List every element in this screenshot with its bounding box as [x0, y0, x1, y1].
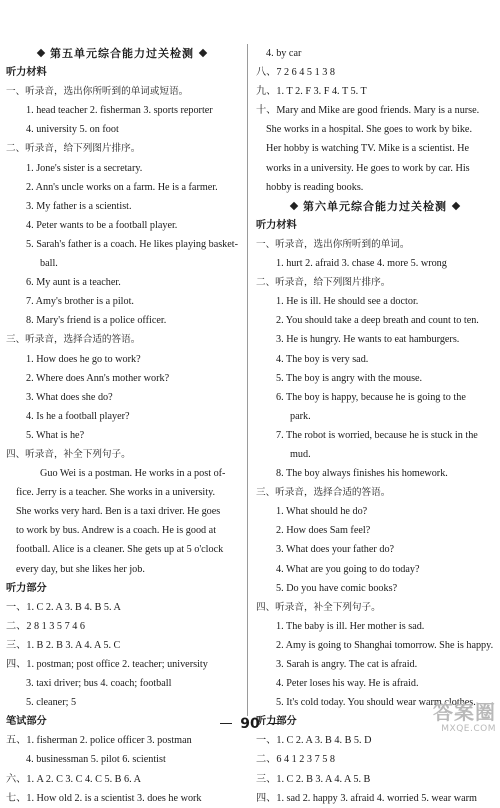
answer-line: 一、1. C 2. A 3. B 4. B 5. A — [6, 601, 121, 613]
section-title: 第六单元综合能力过关检测 — [256, 197, 494, 216]
answer-line: 一、1. C 2. A 3. B 4. B 5. D — [256, 735, 372, 747]
answer-line: ball. — [40, 258, 58, 270]
subsection-heading: 听力材料 — [6, 67, 47, 79]
answer-line: 4. Is he a football player? — [26, 410, 130, 422]
answer-line: 8. The boy always finishes his homework. — [276, 468, 448, 480]
answer-line: 6. The boy is happy, because he is going to the — [276, 391, 466, 403]
answer-line: 2. You should take a deep breath and count to ten. — [276, 315, 479, 327]
answer-line: 7. The robot is worried, because he is stuck in the — [276, 429, 478, 441]
answer-line: 1. Jone's sister is a secretary. — [26, 162, 143, 174]
answer-line: fice. Jerry is a teacher. She works in a university. — [16, 487, 216, 499]
subsection-heading: 听力部分 — [256, 716, 297, 728]
subsection-heading: 笔试部分 — [6, 716, 47, 728]
answer-line: 2. Amy is going to Shanghai tomorrow. She is happy. — [276, 639, 494, 651]
answer-line: 3. What does your father do? — [276, 544, 395, 556]
answer-line: 5. What is he? — [26, 429, 85, 441]
answer-line: 3. He is hungry. He wants to eat hamburgers. — [276, 334, 460, 346]
answer-line: park. — [290, 410, 311, 422]
right-column — [256, 44, 494, 808]
answer-line: Guo Wei is a postman. He works in a post of- — [40, 468, 226, 480]
answer-line: She works very hard. Ben is a taxi driver. He goes — [16, 506, 221, 518]
answer-line: 八、7 2 6 4 5 1 3 8 — [256, 67, 335, 79]
answer-line: every day, but she likes her job. — [16, 563, 145, 575]
answer-line: 1. He is ill. He should see a doctor. — [276, 296, 419, 308]
answer-line: 5. Sarah's father is a coach. He likes playing basket- — [26, 238, 239, 250]
watermark-title: 答案圈 — [433, 700, 496, 724]
question-heading: 二、听录音，给下列图片排序。 — [256, 277, 391, 289]
answer-line: Her hobby is watching TV. Mike is a scientist. He — [266, 143, 470, 155]
answer-line: 4. Peter wants to be a football player. — [26, 219, 178, 231]
answer-line: 1. The baby is ill. Her mother is sad. — [276, 620, 425, 632]
answer-line: football. Alice is a cleaner. She gets up at 5 o'clock — [16, 544, 224, 556]
answer-line: 2. How does Sam feel? — [276, 525, 371, 537]
answer-line: 4. What are you going to do today? — [276, 563, 420, 575]
answer-line: 四、1. sad 2. happy 3. afraid 4. worried 5. wear warm — [256, 792, 477, 804]
section-title: 第五单元综合能力过关检测 — [6, 44, 238, 63]
left-column — [6, 44, 238, 808]
question-heading: 四、听录音，补全下列句子。 — [256, 601, 381, 613]
question-heading: 三、听录音，选择合适的答语。 — [6, 334, 141, 346]
subsection-heading: 听力部分 — [6, 582, 47, 594]
answer-line: She works in a hospital. She goes to work by bike. — [266, 124, 472, 136]
watermark-logo — [424, 701, 496, 739]
answer-line: 4. by car — [266, 48, 302, 59]
watermark-url: MXQE.COM — [441, 724, 496, 734]
answer-line: 5. It's cold today. You should wear warm clothes. — [276, 697, 476, 709]
question-heading: 一、听录音，选出你所听到的单词或短语。 — [6, 86, 189, 98]
question-heading: 三、听录音，选择合适的答语。 — [256, 487, 391, 499]
answer-line: hobby is reading books. — [266, 181, 364, 193]
answer-line: 四、1. postman; post office 2. teacher; university — [6, 659, 208, 670]
answer-line: 3. Sarah is angry. The cat is afraid. — [276, 659, 418, 670]
question-heading: 四、听录音，补全下列句子。 — [6, 448, 131, 460]
answer-line: 7. Amy's brother is a pilot. — [26, 296, 134, 308]
answer-line: 二、2 8 1 3 5 7 4 6 — [6, 620, 85, 632]
answer-line: 2. Where does Ann's mother work? — [26, 372, 170, 384]
answer-line: 5. Do you have comic books? — [276, 582, 398, 594]
answer-line: 三、1. C 2. B 3. A 4. A 5. B — [256, 773, 371, 785]
answer-line: 5. The boy is angry with the mouse. — [276, 372, 423, 384]
answer-line: 二、6 4 1 2 3 7 5 8 — [256, 754, 335, 766]
answer-line: 4. businessman 5. pilot 6. scientist — [26, 754, 166, 766]
answer-line: 九、1. T 2. F 3. F 4. T 5. T — [256, 86, 367, 98]
answer-line: works in a university. He goes to work by car. His — [266, 162, 470, 174]
answer-line: 五、1. fisherman 2. police officer 3. postman — [6, 735, 192, 747]
answer-line: to work by bus. Andrew is a coach. He is good at — [16, 525, 217, 537]
subsection-heading: 听力材料 — [256, 219, 297, 231]
answer-line: 三、1. B 2. B 3. A 4. A 5. C — [6, 639, 121, 651]
answer-line: mud. — [290, 448, 311, 460]
answer-line: 4. Peter loses his way. He is afraid. — [276, 678, 419, 690]
answer-line: 六、1. A 2. C 3. C 4. C 5. B 6. A — [6, 773, 142, 785]
answer-line: 七、1. How old 2. is a scientist 3. does he work — [6, 792, 202, 804]
answer-line: 3. What does she do? — [26, 391, 113, 403]
column-divider — [247, 44, 248, 716]
answer-line: 3. My father is a scientist. — [26, 200, 132, 212]
question-heading: 一、听录音，选出你所听到的单词。 — [256, 238, 410, 250]
answer-line: 1. hurt 2. afraid 3. chase 4. more 5. wrong — [276, 258, 447, 270]
answer-line: 3. taxi driver; bus 4. coach; football — [26, 678, 172, 690]
page-number: 90 — [0, 716, 500, 732]
answer-line: 1. How does he go to work? — [26, 353, 141, 365]
answer-line: 4. The boy is very sad. — [276, 353, 369, 365]
answer-line: 5. cleaner; 5 — [26, 697, 77, 709]
answer-line: 1. What should he do? — [276, 506, 368, 518]
answer-line: 6. My aunt is a teacher. — [26, 277, 121, 289]
answer-line: 1. head teacher 2. fisherman 3. sports reporter — [26, 105, 213, 117]
answer-line: 8. Mary's friend is a police officer. — [26, 315, 167, 327]
question-heading: 二、听录音，给下列图片排序。 — [6, 143, 141, 155]
answer-line: 2. Ann's uncle works on a farm. He is a farmer. — [26, 181, 218, 193]
answer-line: 4. university 5. on foot — [26, 124, 119, 136]
answer-line: 十、Mary and Mike are good friends. Mary is a nurse. — [256, 105, 480, 117]
